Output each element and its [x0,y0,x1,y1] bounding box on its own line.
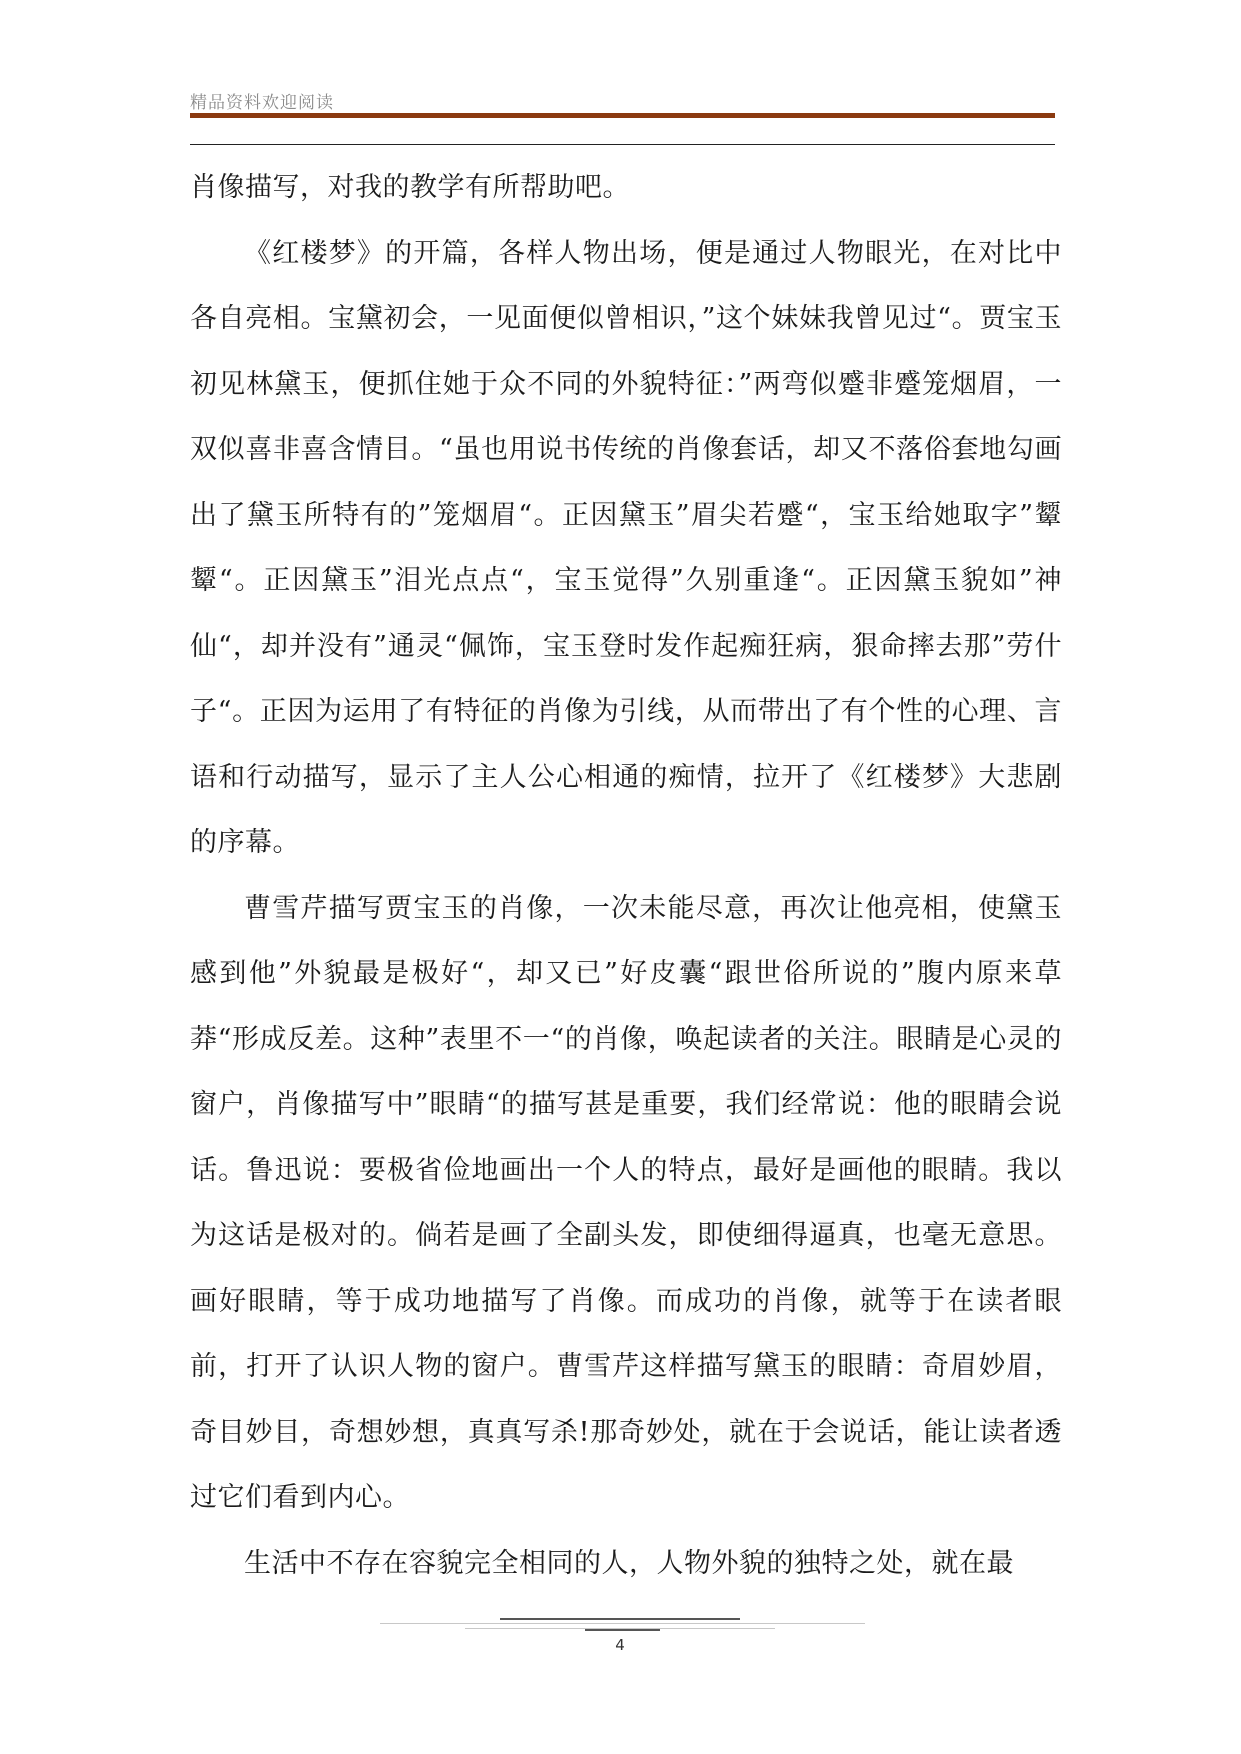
footer-rule-dark-short [585,1629,660,1631]
header-divider-thick [190,113,1055,118]
paragraph-continued: 肖像描写，对我的教学有所帮助吧。 [190,172,630,203]
footer-rule-light-wide [380,1623,865,1624]
page-number: 4 [615,1636,625,1654]
page-header-title: 精品资料欢迎阅读 [190,93,334,113]
paragraph-unique-appearance: 生活中不存在容貌完全相同的人，人物外貌的独特之处，就在最 [244,1547,1014,1579]
paragraph-baoyu-portrait: 曹雪芹描写贾宝玉的肖像，一次未能尽意，再次让他亮相，使黛玉感到他”外貌最是极好“，却又已”好皮囊“跟世俗所说的”腹内原来草莽“形成反差。这种”表里不一“的肖像，唤起读者的关注。眼睛是心灵的窗户，肖像描写中”眼睛“的描写甚是重要，我们经常说：他的眼睛会说话。鲁迅说：要极省俭地画出一个人的特点，最好是画他的眼睛。我以为这话是极对的。倘若是画了全副头发，即使细得逼真，也毫无意思。画好眼睛，等于成功地描写了肖像。而成功的肖像，就等于在读者眼前，打开了认识人物的窗户。曹雪芹这样描写黛玉的眼睛：奇眉妙眉，奇目妙目，奇想妙想，真真写杀!那奇妙处，就在于会说话，能让读者透过它们看到内心。 [190,892,1062,1513]
paragraph-honglou-opening: 《红楼梦》的开篇，各样人物出场，便是通过人物眼光，在对比中各自亮相。宝黛初会，一见面便似曾相识，”这个妹妹我曾见过“。贾宝玉初见林黛玉，便抓住她于众不同的外貌特征：”两弯似蹙非蹙笼烟眉，一双似喜非喜含情目。“虽也用说书传统的肖像套话，却又不落俗套地勾画出了黛玉所特有的”笼烟眉“。正因黛玉”眉尖若蹙“，宝玉给她取字”颦颦“。正因黛玉”泪光点点“，宝玉觉得”久别重逢“。正因黛玉貌如”神仙“，却并没有”通灵“佩饰，宝玉登时发作起痴狂病，狠命摔去那”劳什子“。正因为运用了有特征的肖像为引线，从而带出了有个性的心理、言语和行动描写，显示了主人公心相通的痴情，拉开了《红楼梦》大悲剧的序幕。 [190,237,1062,858]
footer-rule-dark [500,1618,740,1620]
header-divider-thin [190,144,1055,145]
document-body [190,155,1062,1596]
